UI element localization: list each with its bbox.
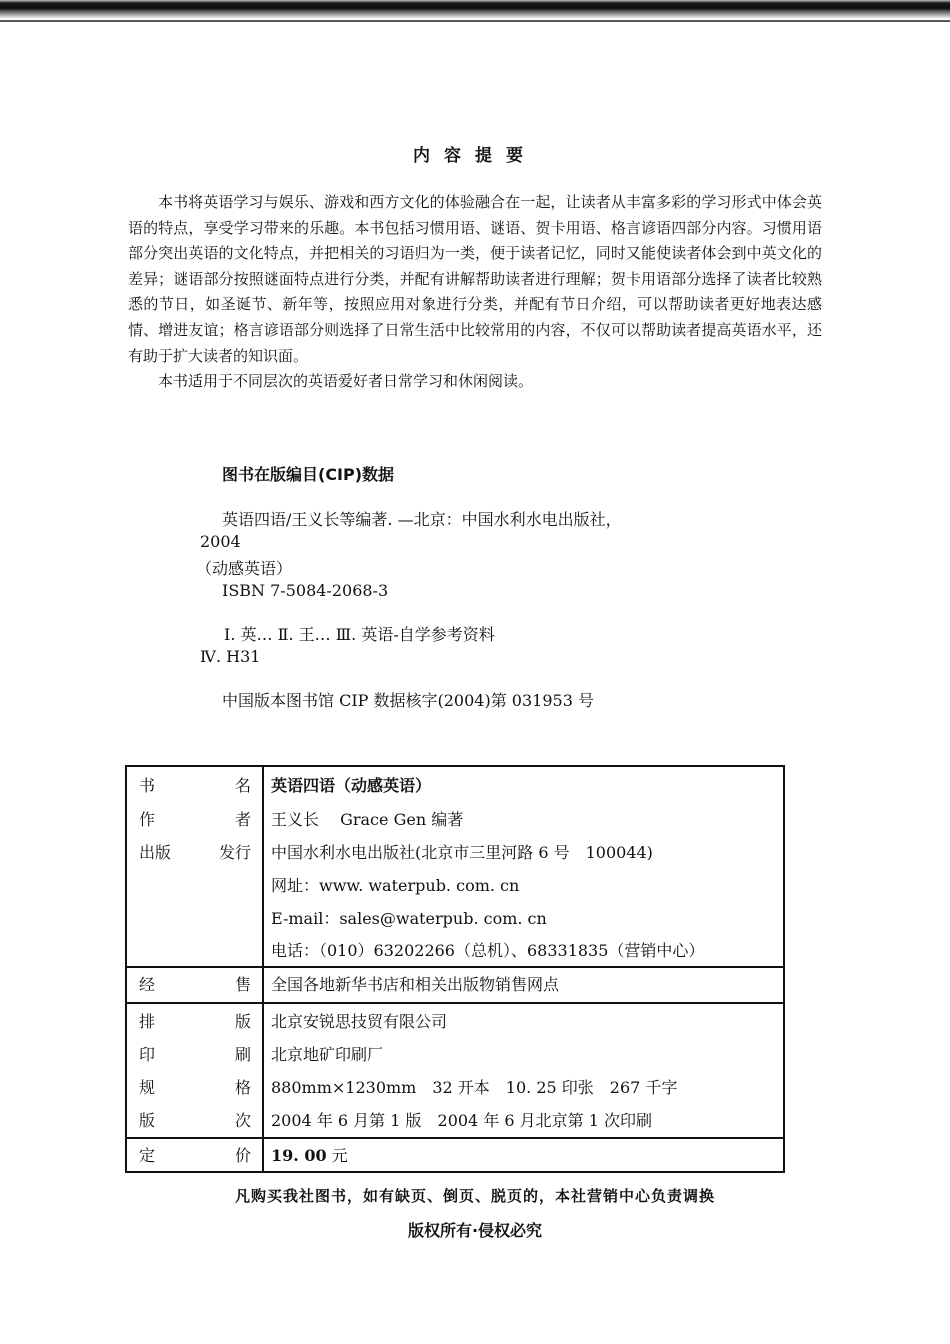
cip-line-3: （动感英语） <box>196 559 293 578</box>
abstract-paragraph-2: 本书适用于不同层次的英语爱好者日常学习和休闲阅读。 <box>158 372 534 391</box>
typesetter: 北京安锐思技贸有限公司 <box>271 1012 448 1031</box>
row-title: 书 名 英语四语（动感英语） <box>127 769 783 802</box>
distributor: 全国各地新华书店和相关出版物销售网点 <box>271 975 560 994</box>
row-typeset: 排 版 北京安锐思技贸有限公司 <box>127 1005 783 1038</box>
row-email <box>127 902 783 935</box>
cip-line-2: 2004 <box>200 532 241 551</box>
row-website <box>127 869 783 902</box>
top-rule <box>0 20 950 22</box>
cip-line-5: Ⅰ. 英… Ⅱ. 王… Ⅲ. 英语-自学参考资料 <box>224 625 495 644</box>
row-distributor: 经 售 全国各地新华书店和相关出版物销售网点 <box>127 968 783 1001</box>
specification: 880mm×1230mm 32 开本 10. 25 印张 267 千字 <box>271 1078 678 1097</box>
printer: 北京地矿印刷厂 <box>271 1045 384 1064</box>
row-spec: 规 格 880mm×1230mm 32 开本 10. 25 印张 267 千字 <box>127 1071 783 1104</box>
author: 王义长 Grace Gen 编著 <box>271 810 464 829</box>
cip-heading: 图书在版编目(CIP)数据 <box>222 465 395 484</box>
cip-line-6: Ⅳ. H31 <box>200 647 261 666</box>
price: 19. 00 元 <box>271 1146 348 1165</box>
row-publisher: 出版 发行 中国水利水电出版社(北京市三里河路 6 号 100044) <box>127 836 783 869</box>
row-price: 定 价 19. 00 元 <box>127 1139 783 1172</box>
book-title: 英语四语（动感英语） <box>271 776 432 795</box>
website: 网址：www. waterpub. com. cn <box>271 876 520 895</box>
abstract-title: 内容提要 <box>413 146 537 166</box>
publication-info-table <box>125 765 785 1173</box>
publisher: 中国水利水电出版社(北京市三里河路 6 号 100044) <box>271 843 653 862</box>
row-phone <box>127 934 783 967</box>
page-top-edge <box>0 0 950 20</box>
row-author: 作 者 王义长 Grace Gen 编著 <box>127 803 783 836</box>
cip-line-1: 英语四语/王义长等编著. —北京：中国水利水电出版社， <box>222 510 622 529</box>
abstract-body <box>128 190 822 395</box>
phone: 电话：（010）63202266（总机）、68331835（营销中心） <box>271 941 705 960</box>
abstract-paragraph-1: 本书将英语学习与娱乐、游戏和西方文化的体验融合在一起，让读者从丰富多彩的学习形式中体会英语的特点，享受学习带来的乐趣。本书包括习惯用语、谜语、贺卡用语、格言谚语四部分内容。习惯用语部分突出英语的文化特点，并把相关的习语归为一类，便于读者记忆，同时又能使读者体会到中英文化的差异；谜语部分按照谜面特点进行分类，并配有讲解帮助读者进行理解；贺卡用语部分选择了读者比较熟悉的节日，如圣诞节、新年等，按照应用对象进行分类，并配有节日介绍，可以帮助读者更好地表达感情、增进友谊；格言谚语部分则选择了日常生活中比较常用的内容，不仅可以帮助读者提高英语水平，还有助于扩大读者的知识面。 <box>128 193 822 365</box>
copyright-notice: 版权所有·侵权必究 <box>407 1221 543 1240</box>
row-printer: 印 刷 北京地矿印刷厂 <box>127 1038 783 1071</box>
email: E-mail：sales@waterpub. com. cn <box>271 909 547 928</box>
row-edition: 版 次 2004 年 6 月第 1 版 2004 年 6 月北京第 1 次印刷 <box>127 1104 783 1137</box>
edition: 2004 年 6 月第 1 版 2004 年 6 月北京第 1 次印刷 <box>271 1111 653 1130</box>
cip-line-7: 中国版本图书馆 CIP 数据核字(2004)第 031953 号 <box>222 691 594 710</box>
replacement-notice: 凡购买我社图书，如有缺页、倒页、脱页的，本社营销中心负责调换 <box>234 1187 715 1205</box>
cip-line-4: ISBN 7-5084-2068-3 <box>222 581 389 600</box>
row-separator <box>127 1002 783 1004</box>
